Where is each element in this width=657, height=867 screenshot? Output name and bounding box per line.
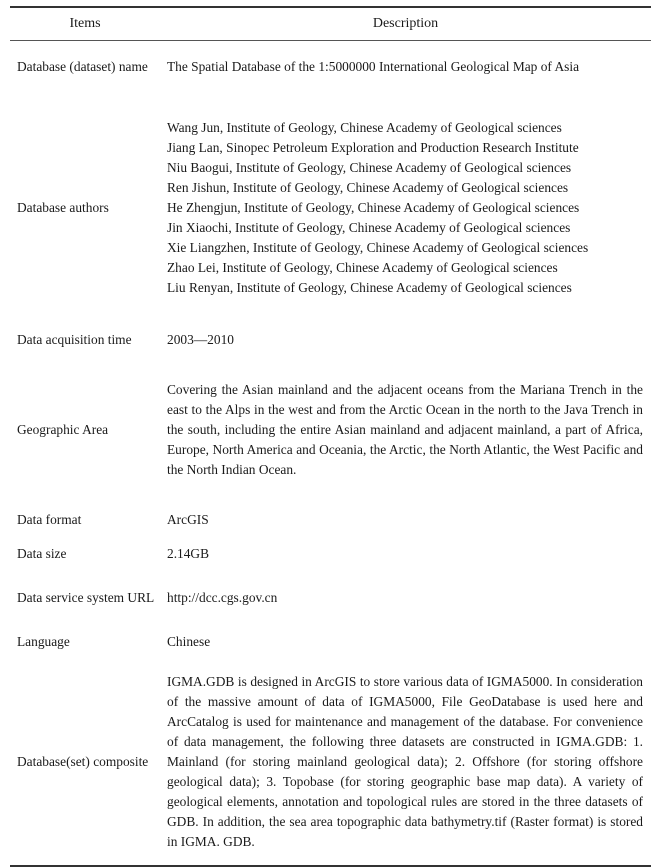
header-description: Description [372, 16, 439, 31]
author-entry: Xie Liangzhen, Institute of Geology, Chinese Academy of Geological sciences [167, 239, 589, 255]
table-header [10, 7, 651, 41]
row-description: Covering the Asian mainland and the adjacent oceans from the Mariana Trench in the east to the Alps in the west and from the Arctic Ocean in the north to the Java Trench in the south, including the entire Asian mainland and adjacent mainland, a part of Africa, Europe, North America and Oceania, the Arctic, the North Atlantic, the West Pacific and the North Indian Ocean. [167, 382, 643, 477]
header-items: Items [69, 16, 101, 31]
table-body [10, 41, 651, 867]
row-item-label: Geographic Area [17, 422, 109, 437]
row-item-label: Language [17, 634, 70, 649]
row-item-label: Database authors [17, 199, 109, 215]
table-row [10, 357, 651, 503]
table-row [10, 41, 651, 93]
row-description: IGMA.GDB is designed in ArcGIS to store various data of IGMA5000. In consideration of the massive amount of data of IGMA5000, File GeoDatabase is used here and ArcCatalog is used for maintenance and management of the database. For convenience of data management, the following three datasets are constructed in IGMA.GDB: 1. Mainland (for storing mainland geological data); 2. Offshore (for storing offshore geological data); 3. Topobase (for storing geographic base map data). A variety of geological elements, annotation and topological rules are stored in the three datasets of GDB. In addition, the sea area topographic data bathymetry.tif (Raster format) is stored in IGMA. GDB. [167, 674, 643, 849]
row-item-label: Data format [17, 512, 82, 527]
author-entry: Jiang Lan, Sinopec Petroleum Exploration and Production Research Institute [167, 139, 579, 155]
table-row [10, 92, 651, 323]
author-entry: Liu Renyan, Institute of Geology, Chinese Academy of Geological sciences [167, 279, 572, 295]
table-row [10, 537, 651, 571]
row-description: 2003—2010 [167, 332, 234, 347]
table-row [10, 323, 651, 357]
table-row [10, 571, 651, 625]
author-entry: He Zhengjun, Institute of Geology, Chinese Academy of Geological sciences [167, 199, 580, 215]
row-description: ArcGIS [167, 512, 209, 527]
row-item-label: Data acquisition time [17, 332, 132, 347]
author-entry: Niu Baogui, Institute of Geology, Chinese Academy of Geological sciences [167, 159, 572, 175]
author-entry: Wang Jun, Institute of Geology, Chinese Academy of Geological sciences [167, 119, 562, 135]
author-entry: Zhao Lei, Institute of Geology, Chinese Academy of Geological sciences [167, 259, 558, 275]
header-row [10, 7, 651, 41]
row-description: 2.14GB [167, 546, 210, 561]
row-item-label: Database (dataset) name [17, 58, 148, 74]
metadata-table [10, 6, 651, 867]
authors-list [160, 92, 651, 323]
table-row [10, 659, 651, 866]
row-item-label: Database(set) composite [17, 754, 149, 769]
service-url: http://dcc.cgs.gov.cn [167, 590, 278, 605]
row-item-label: Data service system URL [17, 590, 155, 605]
metadata-table-container [10, 6, 651, 867]
author-entry: Jin Xiaochi, Institute of Geology, Chinese Academy of Geological sciences [167, 219, 571, 235]
table-row [10, 503, 651, 537]
author-entry: Ren Jishun, Institute of Geology, Chinese Academy of Geological sciences [167, 179, 569, 195]
table-row [10, 625, 651, 659]
row-item-label: Data size [17, 546, 67, 561]
row-description: The Spatial Database of the 1:5000000 International Geological Map of Asia [167, 58, 580, 74]
row-description: Chinese [167, 634, 211, 649]
